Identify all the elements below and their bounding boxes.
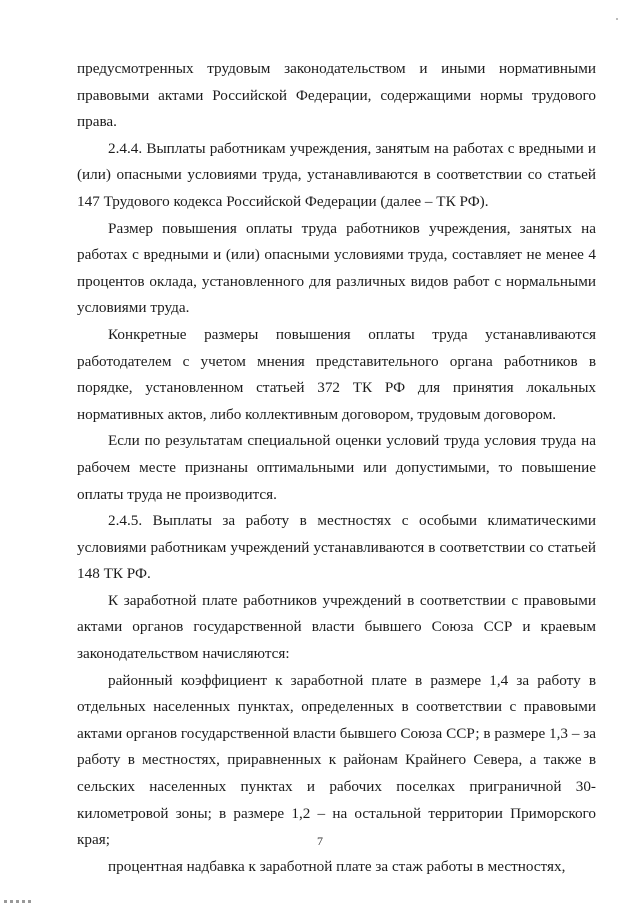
paragraph-raise-size: Размер повышения оплаты труда работников учреждения, занятых на работах с вредными и (или) опасными условиями труда, составляет не менее 4 процентов оклада, установленного для различных видов работ с нормальными условиями труда. — [77, 219, 596, 317]
paragraph-regional-coefficient: районный коэффициент к заработной плате в размере 1,4 за работу в отдельных населенных пунктах, определенных в соответствии с правовыми актами органов государственной власти бывшего Союза ССР; в размере 1,3 – за работу в местностях, приравненных к районам Крайнего Севера, а также в сельских населенных пунктах и рабочих поселках приграничной 30-километровой зоны; в размере 1,2 – на остальной территории Приморского края; — [77, 671, 596, 849]
paragraph-2-4-4: 2.4.4. Выплаты работникам учреждения, занятым на работах с вредными и (или) опасными условиями труда, устанавливаются в соответствии со статьей 147 Трудового кодекса Российской Федерации (далее – ТК РФ). — [77, 139, 596, 210]
paragraph-specific-raise: Конкретные размеры повышения оплаты труда устанавливаются работодателем с учетом мнения представительного органа работников в порядке, установленном статьей 372 ТК РФ для принятия локальных нормативных актов, либо коллективным договором, трудовым договором. — [77, 325, 596, 423]
paragraph-2-4-5: 2.4.5. Выплаты за работу в местностях с особыми климатическими условиями работникам учреждений устанавливаются в соответствии со статьей 148 ТК РФ. — [77, 512, 596, 583]
paragraph-accruals-intro: К заработной плате работников учреждений в соответствии с правовыми актами органов государственной власти бывшего Союза ССР и краевым законодательством начисляются: — [77, 591, 596, 663]
page-number: 7 — [317, 834, 323, 848]
scan-speck — [616, 18, 618, 20]
paragraph-continuation: предусмотренных трудовым законодательством и иными нормативными правовыми актами Российской Федерации, содержащими нормы трудового права. — [77, 60, 596, 131]
paragraph-percent-bonus: процентная надбавка к заработной плате за стаж работы в местностях, — [108, 857, 566, 875]
paragraph-assessment: Если по результатам специальной оценки условий труда условия труда на рабочем месте признаны оптимальными или допустимыми, то повышение оплаты труда не производится. — [77, 432, 596, 503]
scan-artifact — [4, 900, 34, 903]
